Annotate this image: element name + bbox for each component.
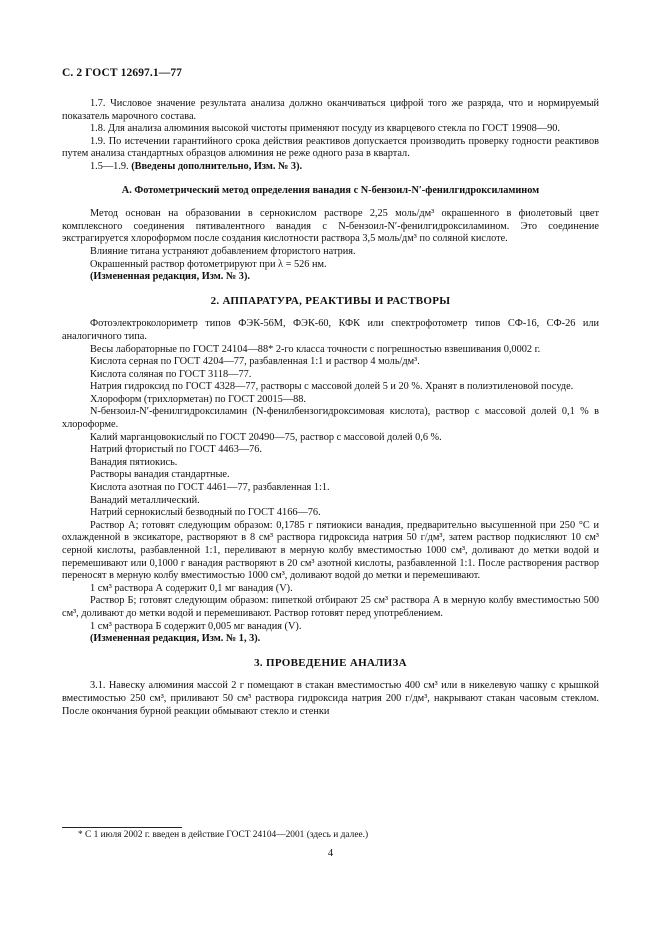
- item-potassium-permanganate: Калий марганцовокислый по ГОСТ 20490—75, раствор с массовой долей 0,6 %.: [90, 431, 442, 443]
- section-3-title: 3. ПРОВЕДЕНИЕ АНАЛИЗА: [254, 656, 407, 669]
- item-sodium-fluoride: Натрий фтористый по ГОСТ 4463—76.: [90, 444, 263, 456]
- item-vanadium-metal: Ванадий металлический.: [90, 494, 200, 506]
- item-scales: Весы лабораторные по ГОСТ 24104—88* 2-го класса точности с погрешностью взвешивания 0,0002 г.: [90, 343, 541, 355]
- edit-note-1-3: (Измененная редакция, Изм. № 1, 3).: [90, 633, 261, 645]
- section-2-title: 2. АППАРАТУРА, РЕАКТИВЫ И РАСТВОРЫ: [210, 294, 451, 307]
- solution-a-concentration: 1 см³ раствора А содержит 0,1 мг ванадия (V).: [90, 582, 293, 594]
- page-number: 4: [327, 848, 334, 859]
- item-sulfuric-acid: Кислота серная по ГОСТ 4204—77, разбавленная 1:1 и раствор 4 моль/дм³.: [90, 356, 420, 368]
- solution-b: Раствор Б; готовят следующим образом: пипеткой отбирают 25 см³ раствора А в мерную колбу вместимостью 500 см³, доливают до метки водой и перемешивают. Раствор готовят перед употреблением.: [62, 595, 599, 619]
- method-a-title: А. Фотометрический метод определения ванадия с N-бензоил-N′-фенилгидроксиламином: [121, 184, 540, 196]
- titanium-note: Влияние титана устраняют добавлением фтористого натрия.: [90, 245, 356, 257]
- solution-b-concentration: 1 см³ раствора Б содержит 0,005 мг ванадия (V).: [90, 620, 302, 632]
- item-chloroform: Хлороформ (трихлорметан) по ГОСТ 20015—88.: [90, 393, 306, 405]
- photometry-note: Окрашенный раствор фотометрируют при λ = 526 нм.: [90, 258, 327, 270]
- page-header: С. 2 ГОСТ 12697.1—77: [62, 67, 183, 79]
- paragraph-3-1: 3.1. Навеску алюминия массой 2 г помещают в стакан вместимостью 400 см³ или в никелевую чашку с крышкой вместимостью 250 см³, приливают 50 см³ раствора гидроксида натрия 200 г/дм³, накрывают стакан часовым стеклом. После окончания бурной реакции обмывают стекло и стенки: [62, 680, 599, 717]
- item-nitric-acid: Кислота азотная по ГОСТ 4461—77, разбавленная 1:1.: [90, 482, 330, 494]
- amendment-range: 1.5—1.9.: [90, 160, 129, 172]
- footnote: * С 1 июля 2002 г. введен в действие ГОСТ 24104—2001 (здесь и далее.): [78, 830, 369, 840]
- document-body: [62, 98, 599, 718]
- item-vanadium-pentoxide: Ванадия пятиокись.: [90, 456, 178, 468]
- paragraph-1-8: 1.8. Для анализа алюминия высокой чистоты применяют посуду из кварцевого стекла по ГОСТ 19908—90.: [90, 123, 560, 135]
- amendment-text: (Введены дополнительно, Изм. № 3).: [131, 160, 303, 172]
- item-vanadium-standards: Растворы ванадия стандартные.: [90, 469, 230, 481]
- paragraph-1-7: 1.7. Числовое значение результата анализа должно оканчиваться цифрой того же разряда, что и нормируемый показатель марочного состава.: [62, 98, 599, 122]
- item-photoelectrocolorimeter: Фотоэлектроколориметр типов ФЭК-56М, ФЭК-60, КФК или спектрофотометр типов СФ-16, СФ-26 или аналогичного типа.: [62, 318, 599, 342]
- solution-a: Раствор А; готовят следующим образом: 0,1785 г пятиокиси ванадия, предварительно высушенной при 250 °С и охлажденной в эксикаторе, растворяют в 8 см³ раствора гидроксида натрия 50 г/дм³, затем раствор подкисляют 10 см³ серной кислоты, разбавленной 1:1, переливают в мерную колбу вместимостью 1000 см³, доливают до метки водой и перемешивают или 0,1000 г ванадия растворяют в 20 см³ азотной кислоты, разбавленной 1:1. После растворения раствор переносят в мерную колбу вместимостью 1000 см³, доливают водой до метки и перемешивают.: [62, 519, 599, 582]
- paragraph-1-9: 1.9. По истечении гарантийного срока действия реактивов допускается производить проверку годности реактивов путем анализа стандартных образцов алюминия не реже одного раза в квартал.: [62, 135, 599, 160]
- item-hydrochloric-acid: Кислота соляная по ГОСТ 3118—77.: [90, 368, 252, 380]
- item-sodium-hydroxide: Натрия гидроксид по ГОСТ 4328—77, растворы с массовой долей 5 и 20 %. Хранят в полиэтиленовой посуде.: [90, 381, 574, 393]
- footnote-divider: [62, 827, 182, 828]
- edit-note-3: (Измененная редакция, Изм. № 3).: [90, 271, 250, 283]
- amendment-note-1-5: [62, 161, 599, 174]
- item-sodium-sulfate: Натрий сернокислый безводный по ГОСТ 4166—76.: [90, 507, 321, 519]
- method-description: Метод основан на образовании в сернокислом растворе 2,25 моль/дм³ окрашенного в фиолетовый цвет комплексного соединения пятивалентного ванадия с N-бензоил-N′-фенилгидроксиламином. Это соединение экстрагируется хлороформом после создания кислотности раствора 3,5 моль/дм³ по соляной кислоте.: [62, 208, 599, 245]
- item-n-benzoyl: N-бензоил-N′-фенилгидроксиламин (N-фенилбензогидроксимовая кислота), раствор с массовой долей 0,1 % в хлороформе.: [62, 406, 599, 431]
